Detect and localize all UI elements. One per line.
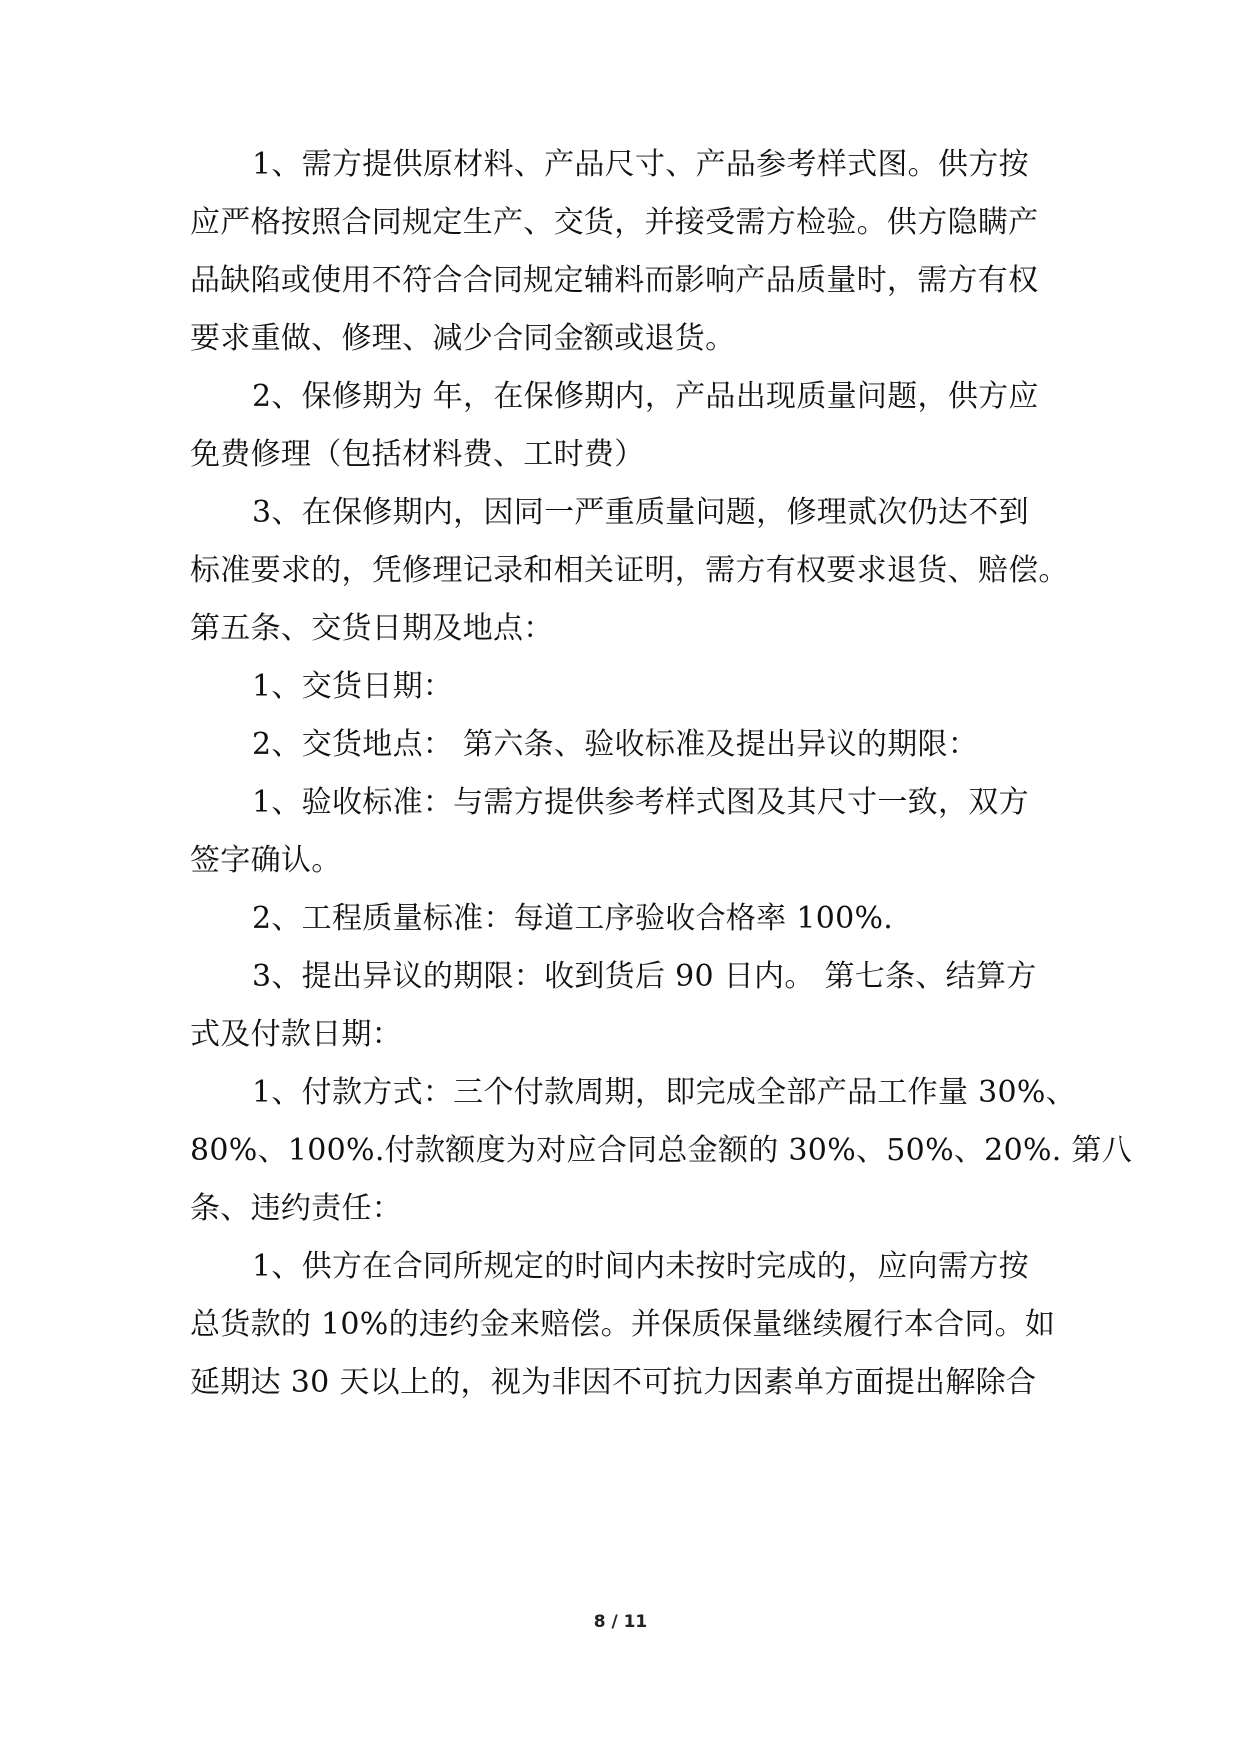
text-line: 1、交货日期：	[252, 669, 454, 704]
text-line: 1、付款方式：三个付款周期，即完成全部产品工作量 30%、	[252, 1075, 1077, 1110]
text-line: 2、保修期为 年，在保修期内，产品出现质量问题，供方应	[252, 379, 1039, 414]
page-number: 8 / 11	[593, 1612, 648, 1632]
text-line: 应严格按照合同规定生产、交货，并接受需方检验。供方隐瞒产	[190, 205, 1039, 240]
text-line: 2、工程质量标准：每道工序验收合格率 100%.	[252, 901, 894, 936]
text-line: 标准要求的，凭修理记录和相关证明，需方有权要求退货、赔偿。	[190, 553, 1069, 588]
text-line: 1、验收标准：与需方提供参考样式图及其尺寸一致，双方	[252, 785, 1029, 820]
text-line: 总货款的 10%的违约金来赔偿。并保质保量继续履行本合同。如	[190, 1307, 1056, 1342]
section-heading: 第五条、交货日期及地点：	[190, 611, 554, 646]
text-line: 2、交货地点： 第六条、验收标准及提出异议的期限：	[252, 727, 979, 762]
text-line: 1、需方提供原材料、产品尺寸、产品参考样式图。供方按	[252, 147, 1029, 182]
text-line: 3、提出异议的期限：收到货后 90 日内。 第七条、结算方	[252, 959, 1037, 994]
text-line: 品缺陷或使用不符合合同规定辅料而影响产品质量时，需方有权	[190, 263, 1039, 298]
text-line: 3、在保修期内，因同一严重质量问题，修理贰次仍达不到	[252, 495, 1029, 530]
text-line: 80%、100%.付款额度为对应合同总金额的 30%、50%、20%. 第八	[190, 1133, 1133, 1168]
text-line: 延期达 30 天以上的，视为非因不可抗力因素单方面提出解除合	[190, 1365, 1037, 1400]
text-line: 免费修理（包括材料费、工时费）	[190, 437, 645, 472]
text-line: 式及付款日期：	[190, 1017, 403, 1052]
text-line: 签字确认。	[190, 843, 342, 878]
text-line: 1、供方在合同所规定的时间内未按时完成的，应向需方按	[252, 1249, 1029, 1284]
text-line: 条、违约责任：	[190, 1191, 403, 1226]
text-line: 要求重做、修理、减少合同金额或退货。	[190, 321, 736, 356]
